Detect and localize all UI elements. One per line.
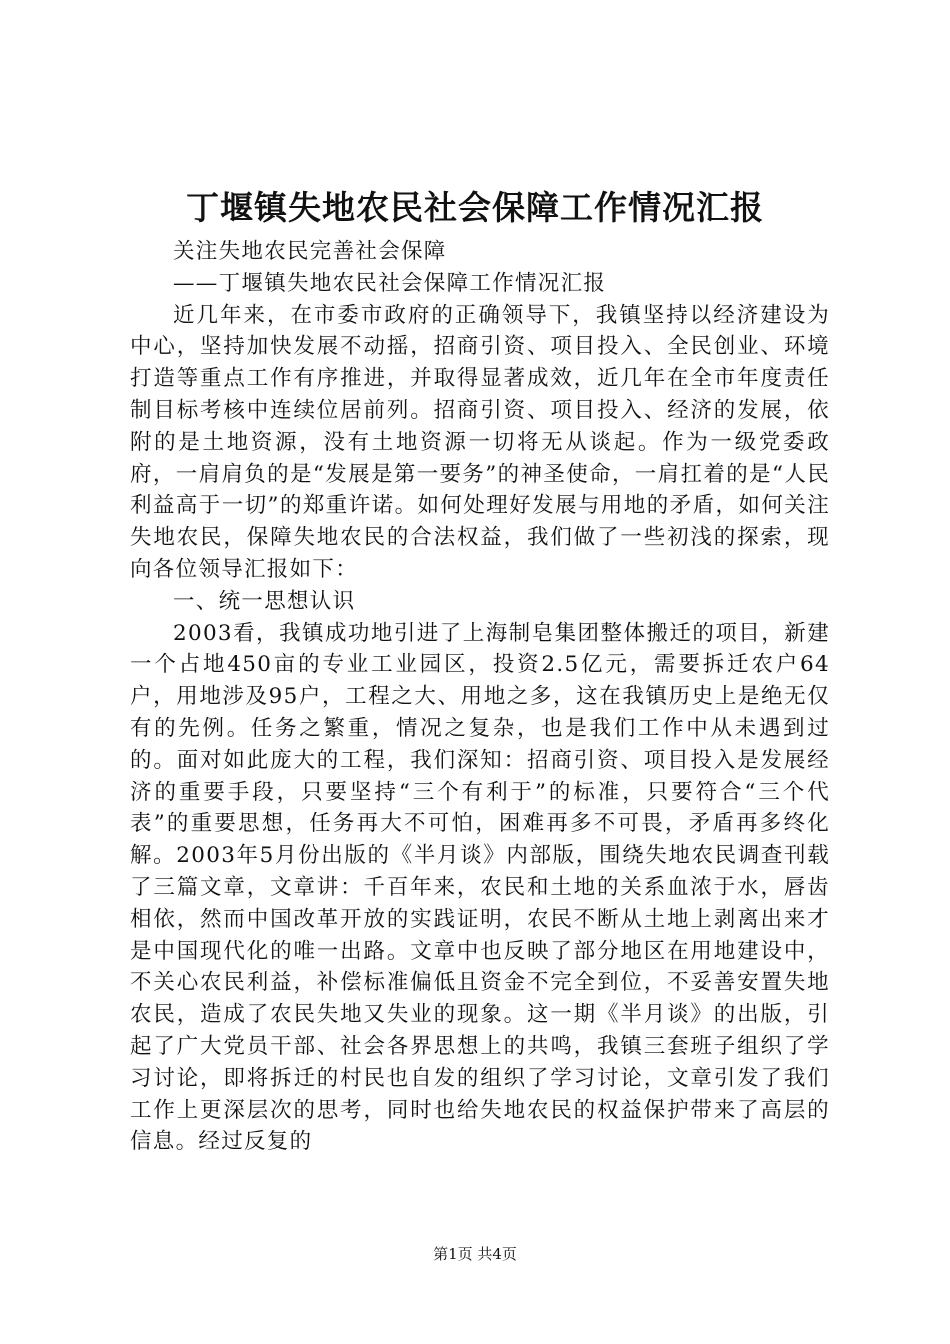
page-footer: 第1页 共4页 bbox=[433, 1245, 517, 1263]
body-paragraph: 2003看，我镇成功地引进了上海制皂集团整体搬迁的项目，新建一个占地450亩的专业工业园区，投资2.5亿元，需要拆迁农户64户，用地涉及95户，工程之大、用地之多，这在我镇历史上是绝无仅有的先例。任务之繁重，情况之复杂，也是我们工作中从未遇到过的。面对如此庞大的工程，我们深知：招商引资、项目投入是发展经济的重要手段，只要坚持“三个有利于”的标准，只要符合“三个代表”的重要思想，任务再大不可怕，困难再多不可畏，矛盾再多终化解。2003年5月份出版的《半月谈》内部版，围绕失地农民调查刊载了三篇文章，文章讲：千百年来，农民和土地的关系血浓于水，唇齿相依，然而中国改革开放的实践证明，农民不断从土地上剥离出来才是中国现代化的唯一出路。文章中也反映了部分地区在用地建设中，不关心农民利益，补偿标准偏低且资金不完全到位，不妥善安置失地农民，造成了农民失地又失业的现象。这一期《半月谈》的出版，引起了广大党员干部、社会各界思想上的共鸣，我镇三套班子组织了学习讨论，即将拆迁的村民也自发的组织了学习讨论，文章引发了我们工作上更深层次的思考，同时也给失地农民的权益保护带来了高层的信息。经过反复的 bbox=[130, 620, 830, 1155]
subtitle-dash-line: ——丁堰镇失地农民社会保障工作情况汇报 bbox=[173, 270, 607, 296]
section-heading: 一、统一思想认识 bbox=[173, 588, 356, 614]
subtitle-line: 关注失地农民完善社会保障 bbox=[173, 239, 447, 264]
body-paragraph: 近几年来，在市委市政府的正确领导下，我镇坚持以经济建设为中心，坚持加快发展不动摇，招商引资、项目投入、全民创业、环境打造等重点工作有序推进，并取得显著成效，近几年在全市年度责任制目标考核中连续位居前列。招商引资、项目投入、经济的发展，依附的是土地资源，没有土地资源一切将无从谈起。作为一级党委政府，一肩肩负的是“发展是第一要务”的神圣使命，一肩扛着的是“人民利益高于一切”的郑重许诺。如何处理好发展与用地的矛盾，如何关注失地农民，保障失地农民的合法权益，我们做了一些初浅的探索，现向各位领导汇报如下： bbox=[130, 302, 830, 582]
document-title: 丁堰镇失地农民社会保障工作情况汇报 bbox=[186, 188, 764, 227]
document-body bbox=[130, 236, 830, 1158]
